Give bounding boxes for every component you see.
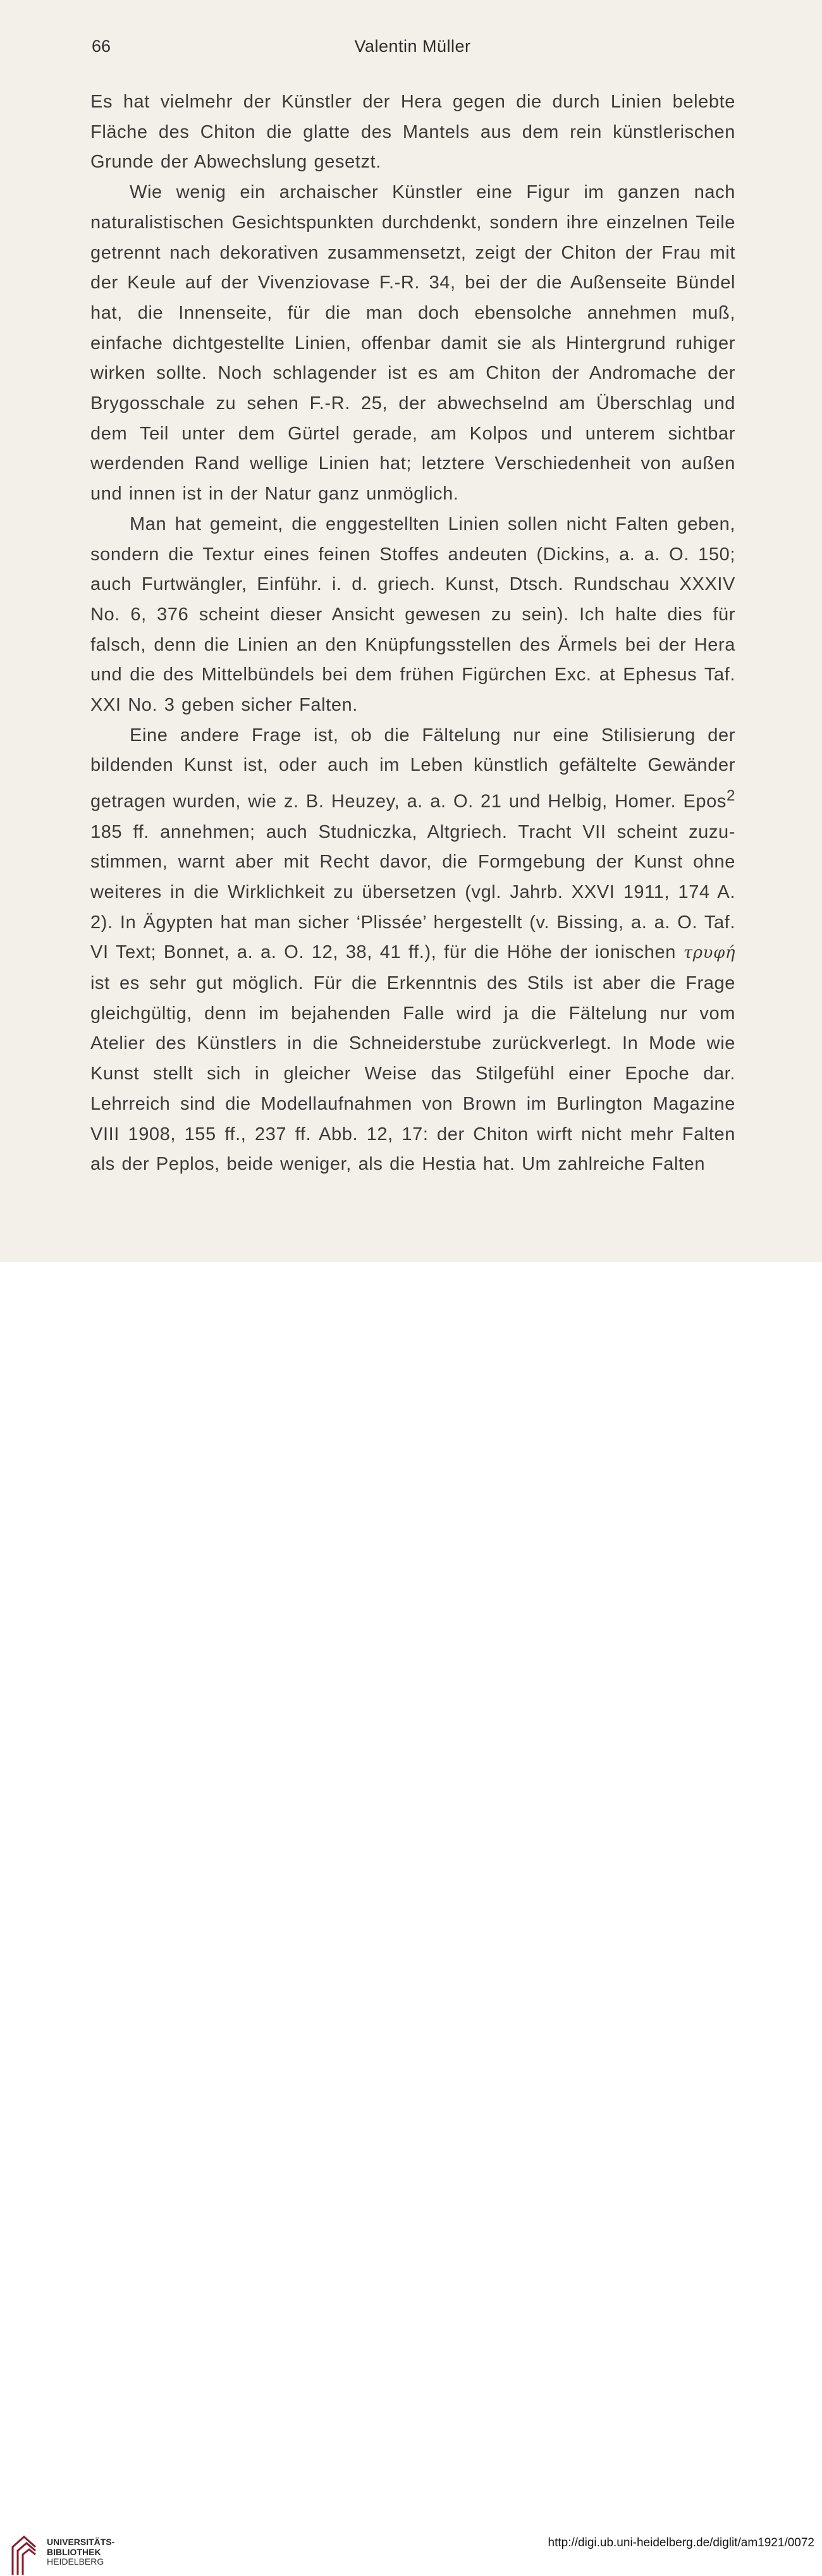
greek-word: τρυφή xyxy=(683,943,735,963)
page-number: 66 xyxy=(92,37,111,56)
page-header xyxy=(92,37,733,62)
paragraph-4 xyxy=(90,721,735,1180)
edition-superscript: 2 xyxy=(726,787,735,805)
paragraph-4-part-2: 185 ff. annehmen; auch Studniczka, Altgriech. Tracht VII scheint zuzu-stimmen, warnt aber mit Recht davor, die Formgebung der Kunst ohne weiteres in die Wirklichkeit zu übersetzen (vgl. Jahrb. XXVI 1911, 174 A. 2). In Ägypten hat man sicher ‘Plissée’ hergestellt (v. Bissing, a. a. O. Taf. VI Text; Bonnet, a. a. O. 12, 38, 41 ff.), für die Höhe der ionischen xyxy=(90,821,735,963)
library-name-line-2: BIBLIOTHEK xyxy=(47,2546,101,2557)
paragraph-2: Wie wenig ein archaischer Künstler eine Figur im ganzen nach naturalistischen Gesichtspunkten durchdenkt, sondern ihre einzelnen Teile getrennt nach dekorativen zusammensetzt, zeigt der Chiton der Frau mit der Keule auf der Vivenziovase F.-R. 34, bei der die Außenseite Bündel hat, die Innenseite, für die man doch ebensolche annehmen muß, einfache dichtgestellte Linien, offenbar damit sie als Hintergrund ruhiger wirken sollte. Noch schlagender ist es am Chiton der Andromache der Brygosschale zu sehen F.-R. 25, der abwechselnd am Überschlag und dem Teil unter dem Gürtel gerade, am Kolpos und unterem sichtbar werdenden Rand wellige Linien hat; letztere Verschiedenheit von außen und innen ist in der Natur ganz unmöglich. xyxy=(90,182,735,505)
paragraph-1: Es hat vielmehr der Künstler der Hera gegen die durch Linien belebte Fläche des Chiton die glatte des Mantels aus dem rein künstlerischen Grunde der Abwechslung gesetzt. xyxy=(90,92,735,173)
paragraph-4-part-3: ist es sehr gut möglich. Für die Erkenntnis des Stils ist aber die Frage gleichgültig, denn im bejahenden Falle wird ja die Fältelung nur vom Atelier des Künstlers in die Schneiderstube zurückverlegt. In Mode wie Kunst stellt sich in gleicher Weise das Stilgefühl einer Epoche dar. Lehrreich sind die Modellaufnahmen von Brown im Burlington Magazine VIII 1908, 155 ff., 237 ff. Abb. 12, 17: der Chiton wirft nicht mehr Falten als der Peplos, beide weniger, als die Hestia hat. Um zahlreiche Falten xyxy=(90,973,735,1175)
library-name-line-1: UNIVERSITÄTS- xyxy=(47,2537,115,2547)
university-library-logo-icon xyxy=(9,2533,39,2576)
library-name-line-3: HEIDELBERG xyxy=(47,2556,104,2567)
paragraph-3: Man hat gemeint, die enggestellten Linien sollen nicht Falten geben, sondern die Textur eines feinen Stoffes andeuten (Dickins, a. a. O. 150; auch Furtwängler, Einführ. i. d. griech. Kunst, Dtsch. Rundschau XXXIV No. 6, 376 scheint dieser Ansicht gewesen zu sein). Ich halte dies für falsch, denn die Linien an den Knüpfungsstellen des Ärmels bei der Hera und die des Mittelbündels bei dem frühen Figürchen Exc. at Ephesus Taf. XXI No. 3 geben sicher Falten. xyxy=(90,513,735,716)
library-name xyxy=(47,2537,114,2567)
paragraph-4-part-1: Eine andere Frage ist, ob die Fältelung nur eine Stilisierung der bildenden Kunst ist, oder auch im Leben künstlich gefältelte Gewänder getragen wurden, wie z. B. Heuzey, a. a. O. 21 und Helbig, Homer. Epos xyxy=(90,725,735,812)
running-title: Valentin Müller xyxy=(354,37,471,56)
source-url-link[interactable]: http://digi.ub.uni-heidelberg.de/diglit/am1921/0072 xyxy=(548,2536,814,2549)
footer xyxy=(0,1262,822,2567)
body-text xyxy=(90,87,735,1180)
scanned-page xyxy=(0,0,822,1262)
